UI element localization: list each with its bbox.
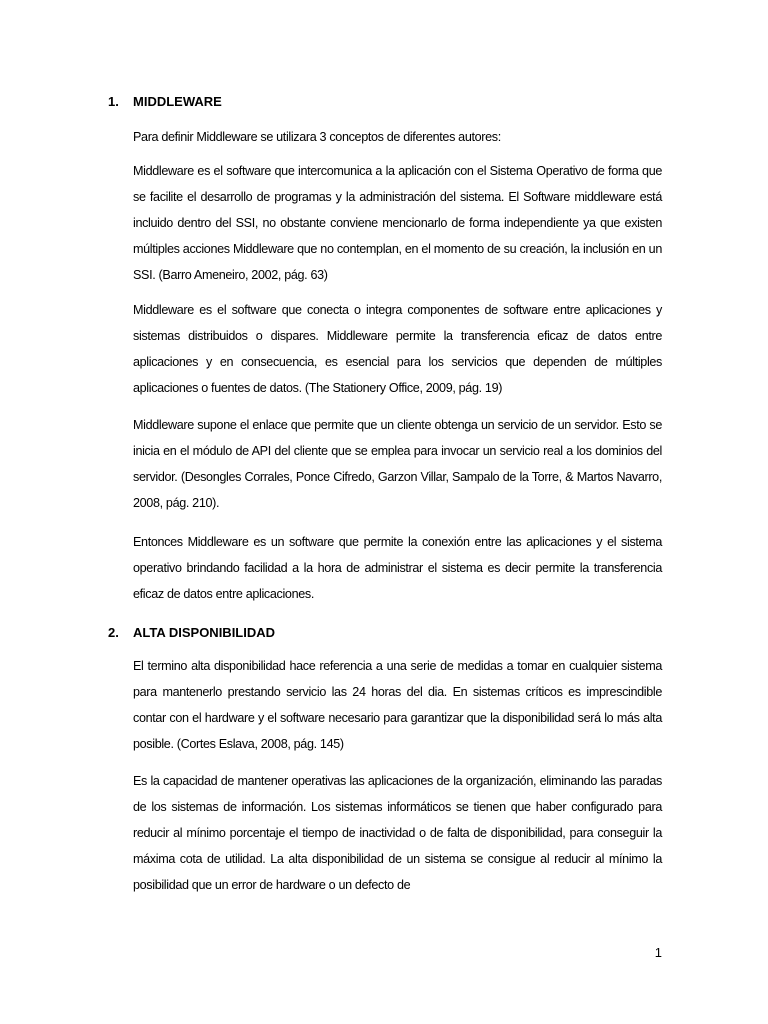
- section-title: MIDDLEWARE: [133, 94, 222, 109]
- paragraph: Es la capacidad de mantener operativas las aplicaciones de la organización, eliminando las paradas de los sistemas de información. Los sistemas informáticos se tienen que haber configurado para reducir al mínimo porcentaje el tiempo de inactividad o de falta de disponibilidad, para conseguir la máxima cota de utilidad. La alta disponibilidad de un sistema se consigue al reducir al mínimo la posibilidad que un error de hardware o un defecto de: [133, 774, 662, 892]
- section-heading-middleware: [108, 94, 222, 110]
- section-number: 2.: [108, 625, 119, 640]
- paragraph: El termino alta disponibilidad hace referencia a una serie de medidas a tomar en cualquier sistema para mantenerlo prestando servicio las 24 horas del dia. En sistemas críticos es imprescindible contar con el hardware y el software necesario para garantizar que la disponibilidad será lo más alta posible. (Cortes Eslava, 2008, pág. 145): [133, 659, 662, 751]
- paragraph: Entonces Middleware es un software que permite la conexión entre las aplicaciones y el sistema operativo brindando facilidad a la hora de administrar el sistema es decir permite la transferencia eficaz de datos entre aplicaciones.: [133, 535, 662, 601]
- section-intro: Para definir Middleware se utilizara 3 conceptos de diferentes autores:: [133, 130, 501, 144]
- paragraph: Middleware supone el enlace que permite que un cliente obtenga un servicio de un servidor. Esto se inicia en el módulo de API del cliente que se emplea para invocar un servicio real a los dominios del servidor. (Desongles Corrales, Ponce Cifredo, Garzon Villar, Sampalo de la Torre, & Martos Navarro, 2008, pág. 210).: [133, 418, 662, 510]
- page-number: 1: [654, 945, 662, 960]
- paragraph: Middleware es el software que conecta o integra componentes de software entre aplicaciones y sistemas distribuidos o dispares. Middleware permite la transferencia eficaz de datos entre aplicaciones y en consecuencia, es esencial para los servicios que dependen de múltiples aplicaciones o fuentes de datos. (The Stationery Office, 2009, pág. 19): [133, 303, 662, 395]
- paragraph: Middleware es el software que intercomunica a la aplicación con el Sistema Operativo de forma que se facilite el desarrollo de programas y la administración del sistema. El Software middleware está incluido dentro del SSI, no obstante conviene mencionarlo de forma independiente ya que existen múltiples acciones Middleware que no contemplan, en el momento de su creación, la inclusión en un SSI. (Barro Ameneiro, 2002, pág. 63): [133, 164, 662, 282]
- section-number: 1.: [108, 94, 119, 109]
- section-title: ALTA DISPONIBILIDAD: [133, 625, 276, 640]
- section-heading-alta-disponibilidad: [108, 625, 275, 641]
